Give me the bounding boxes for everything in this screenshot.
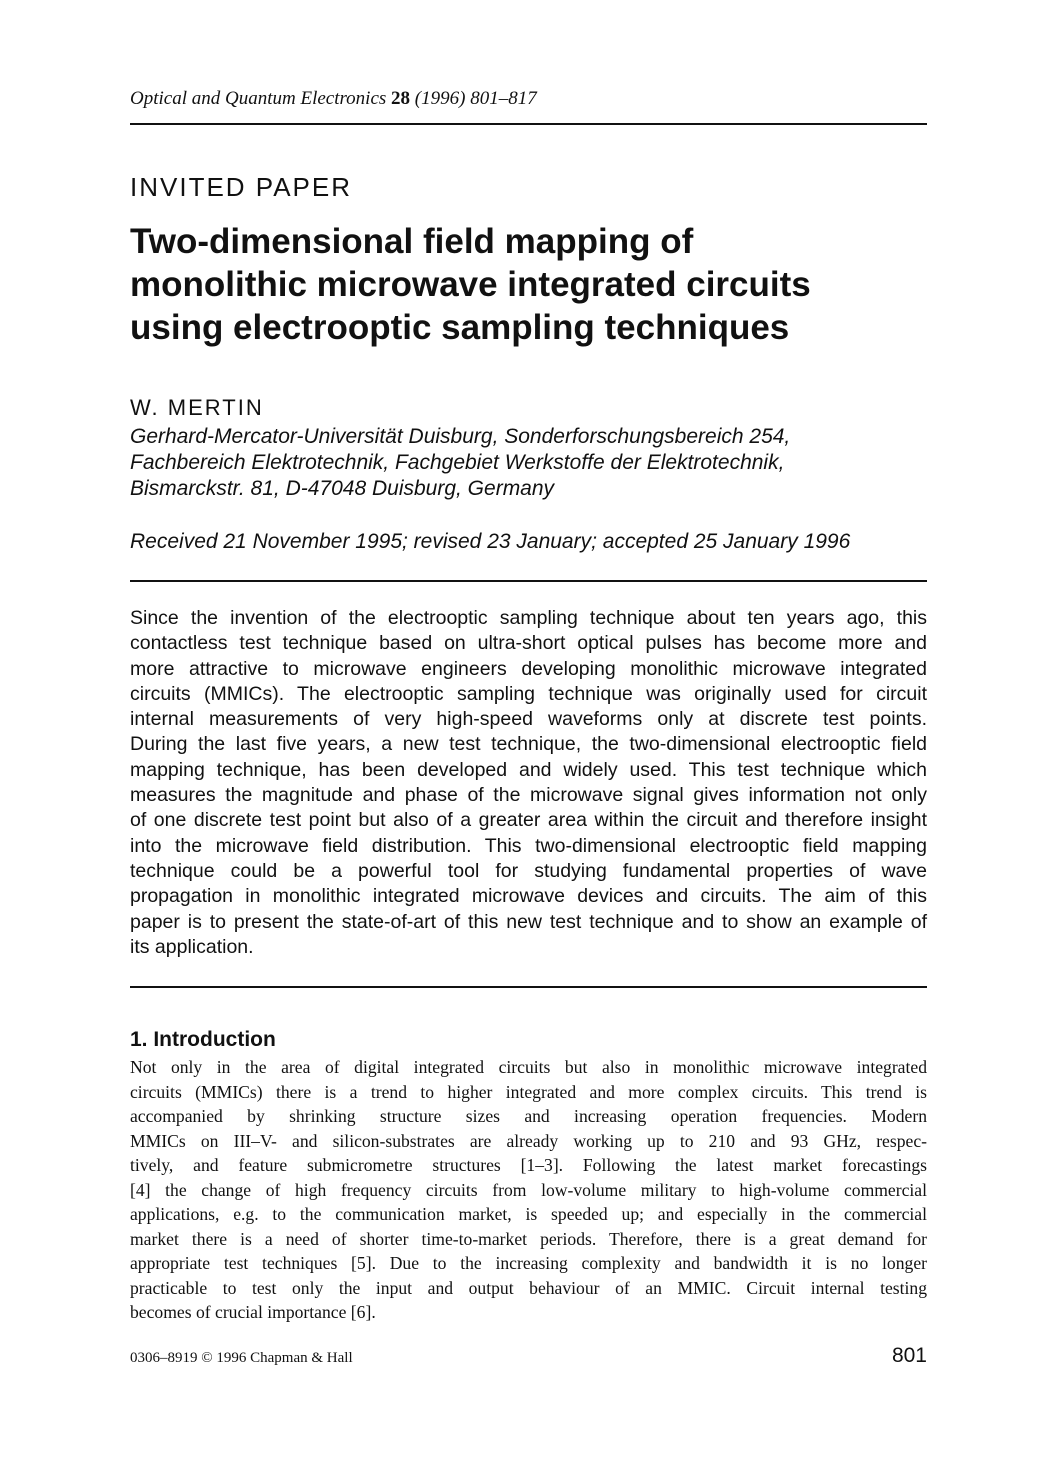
- author-name: W. MERTIN: [130, 395, 264, 420]
- body-line: applications, e.g. to the communication market, is speeded up; and especially in the commercial: [130, 1204, 927, 1224]
- abstract-bottom-rule: [130, 986, 927, 988]
- header-rule: [130, 123, 927, 125]
- affiliation-line: Bismarckstr. 81, D-47048 Duisburg, Germany: [130, 477, 555, 500]
- body-line: appropriate test techniques [5]. Due to the increasing complexity and bandwidth it is no longer: [130, 1253, 927, 1273]
- title-line: monolithic microwave integrated circuits: [130, 265, 811, 304]
- section-heading: 1. Introduction: [130, 1028, 276, 1051]
- body-line: circuits (MMICs) there is a trend to higher integrated and more complex circuits. This trend is: [130, 1081, 927, 1102]
- body-line: Not only in the area of digital integrated circuits but also in monolithic microwave integrated: [130, 1057, 927, 1077]
- paper-type-kicker: INVITED PAPER: [130, 172, 353, 202]
- affiliation-line: Gerhard-Mercator-Universität Duisburg, Sonderforschungsbereich 254,: [130, 425, 791, 448]
- abstract-line: mapping technique, has been developed and widely used. This test technique which: [130, 758, 927, 781]
- abstract-line: paper is to present the state-of-art of this new test technique and to show an example of: [130, 910, 927, 933]
- paper-title: [130, 220, 927, 349]
- abstract-line: more attractive to microwave engineers developing monolithic microwave integrated: [130, 657, 927, 680]
- body-line: MMICs on III–V- and silicon-substrates are already working up to 210 and 93 GHz, respec-: [130, 1130, 927, 1151]
- abstract-line: measures the magnitude and phase of the microwave signal gives information not only: [130, 784, 927, 807]
- abstract: [130, 606, 927, 960]
- author-affiliation: [130, 424, 790, 502]
- abstract-line: technique could be a powerful tool for studying fundamental properties of wave: [130, 859, 927, 882]
- abstract-line: contactless test technique based on ultra-short optical pulses has become more and: [130, 632, 927, 655]
- journal-year-pages: (1996) 801–817: [414, 88, 537, 109]
- paper-page: [130, 0, 927, 1463]
- abstract-line: propagation in monolithic integrated microwave devices and circuits. The aim of this: [130, 885, 927, 908]
- abstract-line: circuits (MMICs). The electrooptic sampling technique was originally used for circuit: [130, 682, 927, 705]
- title-line: using electrooptic sampling techniques: [130, 308, 790, 347]
- abstract-line: its application.: [130, 935, 254, 958]
- received-dates: Received 21 November 1995; revised 23 January; accepted 25 January 1996: [130, 530, 851, 553]
- section-body: [130, 1055, 927, 1325]
- body-line: accompanied by shrinking structure sizes and increasing operation frequencies. Modern: [130, 1106, 927, 1126]
- affiliation-line: Fachbereich Elektrotechnik, Fachgebiet Werkstoffe der Elektrotechnik,: [130, 451, 785, 474]
- abstract-line: into the microwave field distribution. This two-dimensional electrooptic field mapping: [130, 834, 927, 857]
- body-line: practicable to test only the input and output behaviour of an MMIC. Circuit internal testing: [130, 1277, 927, 1298]
- abstract-top-rule: [130, 580, 927, 582]
- journal-name: Optical and Quantum Electronics: [130, 88, 387, 109]
- abstract-line: of one discrete test point but also of a greater area within the circuit and therefore insight: [130, 809, 927, 832]
- body-line: [4] the change of high frequency circuits from low-volume military to high-volume commercial: [130, 1179, 927, 1200]
- abstract-line: Since the invention of the electrooptic sampling technique about ten years ago, this: [130, 607, 927, 629]
- title-line: Two-dimensional field mapping of: [130, 222, 694, 261]
- abstract-line: During the last five years, a new test technique, the two-dimensional electrooptic field: [130, 733, 927, 756]
- body-line: market there is a need of shorter time-to-market periods. Therefore, there is a great demand for: [130, 1228, 927, 1249]
- journal-header: [130, 88, 537, 110]
- page-number: 801: [891, 1344, 927, 1367]
- journal-volume: 28: [391, 88, 411, 109]
- issn-copyright: 0306–8919 © 1996 Chapman & Hall: [130, 1350, 353, 1366]
- body-line: tively, and feature submicrometre structures [1–3]. Following the latest market forecastings: [130, 1155, 927, 1175]
- body-line: becomes of crucial importance [6].: [130, 1302, 376, 1322]
- abstract-line: internal measurements of very high-speed waveforms only at discrete test points.: [130, 708, 927, 731]
